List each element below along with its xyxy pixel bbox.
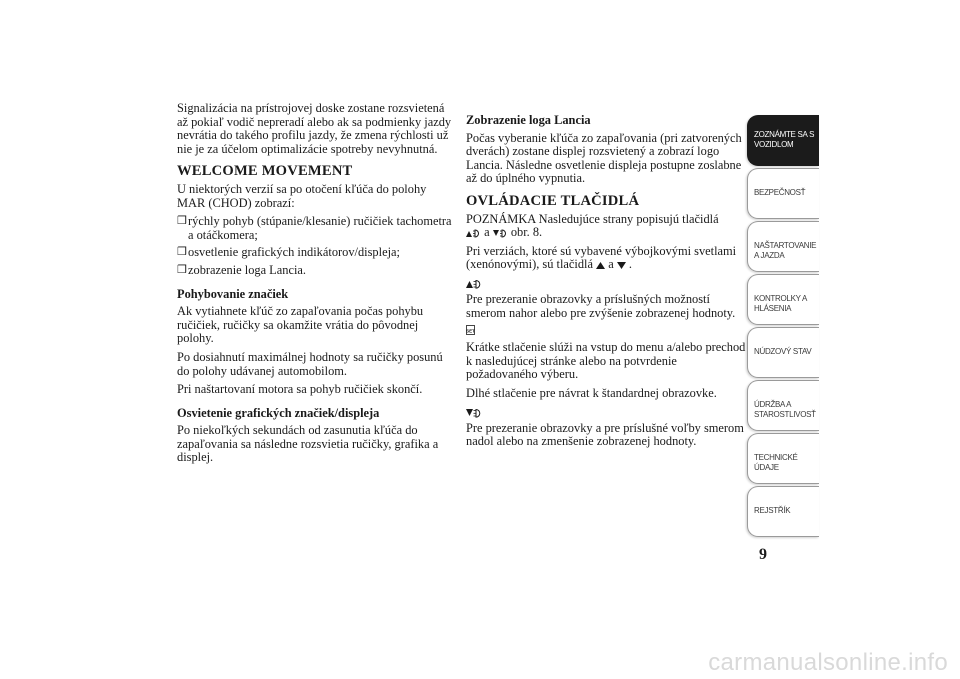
osvietenie-paragraph: Po niekoľkých sekundách od zasunutia kľúča do zapaľovania sa následne rozsvietia ručičky, grafika a displej. xyxy=(177,423,439,465)
triangle-down-icon xyxy=(617,261,626,270)
pohyb-paragraph-2: Po dosiahnutí maximálnej hodnoty sa ručičky posunú do polohy udávanej automobilom. xyxy=(177,349,443,378)
up-button-icon-line xyxy=(466,277,748,292)
triangle-up-light-icon xyxy=(466,278,482,289)
list-item: ❒ zobrazenie loga Lancia. xyxy=(177,262,306,277)
heading-logo-lancia: Zobrazenie loga Lancia xyxy=(466,113,591,127)
tab-technicke-udaje[interactable]: TECHNICKÉ ÚDAJE xyxy=(747,433,819,484)
tab-bezpecnost[interactable]: BEZPEČNOSŤ xyxy=(747,168,819,219)
down-button-icon-line xyxy=(466,406,748,421)
list-item: ❒ rýchly pohyb (stúpanie/klesanie) ručičiek tachometra a otáčkomera; xyxy=(177,214,452,242)
heading-pohybovanie: Pohybovanie značiek xyxy=(177,286,289,301)
chapter-tabs xyxy=(747,115,819,539)
checkbox-bullet-icon: ❒ xyxy=(177,263,187,276)
intro-paragraph: Signalizácia na prístrojovej doske zostane rozsvietená až pokiaľ vodič nepreradí alebo ak sa podmienky jazdy nevrátia do takého profilu jazdy, že zmena rýchlosti už nie je za účelom optimalizácie spotreby nevyhnutná. xyxy=(177,101,452,156)
set-button-icon-line xyxy=(466,325,748,340)
note-paragraph: POZNÁMKA Nasledujúce strany popisujú tlačidlá a obr. 8. xyxy=(466,211,719,240)
down-paragraph: Pre prezeranie obrazovky a pre príslušné voľby smerom nadol alebo na zmenšenie zobrazenej hodnoty. xyxy=(466,420,744,449)
left-column xyxy=(177,102,455,470)
pohyb-paragraph-3: Pri naštartovaní motora sa pohyb ručičiek skončí. xyxy=(177,382,423,397)
checkbox-bullet-icon: ❒ xyxy=(177,215,187,228)
list-item: ❒ osvetlenie grafických indikátorov/displeja; xyxy=(177,245,400,260)
pohyb-paragraph-1: Ak vytiahnete kľúč zo zapaľovania počas pohybu ručičiek, ručičky sa okamžite vrátia do pôvodnej polohy. xyxy=(177,304,424,346)
up-paragraph: Pre prezeranie obrazovky a príslušných možností smerom nahor alebo pre zvýšenie zobrazenej hodnoty. xyxy=(466,291,736,320)
heading-ovladacie-tlacidla: OVLÁDACIE TLAČIDLÁ xyxy=(466,192,640,209)
set-label: SET xyxy=(466,328,475,334)
tab-kontrolky[interactable]: KONTROLKY A HLÁSENIA xyxy=(747,274,819,325)
tab-rejstrik[interactable]: REJSTŘÍK xyxy=(747,486,819,537)
tab-nudzovy-stav[interactable]: NÚDZOVÝ STAV xyxy=(747,327,819,378)
set-paragraph-2: Dlhé stlačenie pre návrat k štandardnej obrazovke. xyxy=(466,385,717,400)
tab-zoznamte-sa[interactable]: ZOZNÁMTE SA S VOZIDLOM xyxy=(747,115,819,166)
welcome-paragraph: U niektorých verzií sa po otočení kľúča do polohy MAR (CHOD) zobrazí: xyxy=(177,181,427,210)
heading-osvietenie: Osvietenie grafických značiek/displeja xyxy=(177,405,380,420)
watermark: carmanualsonline.info xyxy=(708,649,948,676)
set-button-icon xyxy=(466,325,478,338)
set-paragraph-1: Krátke stlačenie slúži na vstup do menu a/alebo prechod k nasledujúcej stránke alebo na potvrdenie požadovaného výberu. xyxy=(466,340,746,382)
page-number: 9 xyxy=(759,546,767,563)
triangle-up-light-icon xyxy=(466,228,481,238)
logo-paragraph: Počas vyberanie kľúča zo zapaľovania (pri zatvorených dverách) zostane displej rozsvietený a zobrazí logo Lancia. Následne osvetlenie displeja postupne zoslabne až do úplného vypnutia. xyxy=(466,130,742,186)
heading-welcome-movement: WELCOME MOVEMENT xyxy=(177,163,353,180)
right-column xyxy=(466,102,748,454)
tab-udrzba[interactable]: ÚDRŽBA A STAROSTLIVOSŤ xyxy=(747,380,819,431)
triangle-down-light-icon xyxy=(493,228,508,238)
checkbox-bullet-icon: ❒ xyxy=(177,246,187,259)
triangle-up-icon xyxy=(596,261,605,270)
triangle-down-light-icon xyxy=(466,407,482,418)
xenon-paragraph: Pri verziách, ktoré sú vybavené výbojkovými svetlami (xenónovými), sú tlačidlá a . xyxy=(466,243,737,272)
tab-nastartovanie[interactable]: NAŠTARTOVANIE A JAZDA xyxy=(747,221,819,272)
